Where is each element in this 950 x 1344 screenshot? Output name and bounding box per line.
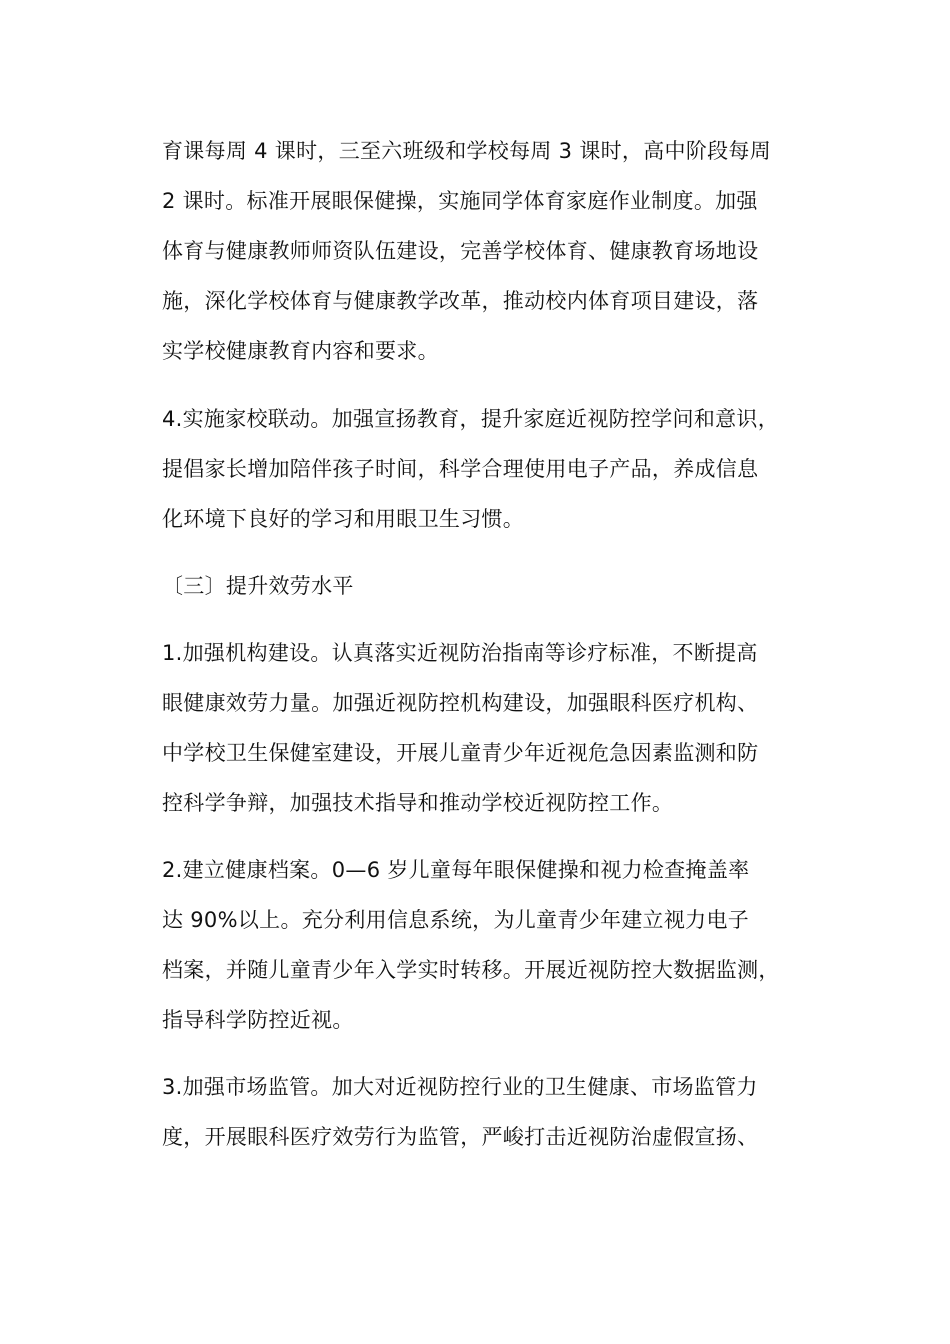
paragraph-1-line-1: 育课每周 4 课时，三至六班级和学校每周 3 课时，高中阶段每周: [162, 139, 772, 163]
paragraph-2-line-1: 4.实施家校联动。加强宣扬教育，提升家庭近视防控学问和意识，: [162, 407, 780, 431]
paragraph-5-line-2: 达 90%以上。充分利用信息系统，为儿童青少年建立视力电子: [162, 908, 750, 932]
paragraph-1-line-2: 2 课时。标准开展眼保健操，实施同学体育家庭作业制度。加强: [162, 189, 758, 213]
paragraph-2-line-3: 化环境下良好的学习和用眼卫生习惯。: [162, 507, 525, 531]
paragraph-6-line-2: 度，开展眼科医疗效劳行为监管，严峻打击近视防治虚假宣扬、: [162, 1125, 759, 1149]
paragraph-5-line-4: 指导科学防控近视。: [162, 1008, 354, 1032]
paragraph-1-line-3: 体育与健康教师师资队伍建设，完善学校体育、健康教育场地设: [162, 239, 759, 263]
paragraph-5-line-1: 2.建立健康档案。0—6 岁儿童每年眼保健操和视力检查掩盖率: [162, 858, 750, 882]
section-heading: 〔三〕提升效劳水平: [162, 574, 354, 598]
paragraph-1-line-4: 施，深化学校体育与健康教学改革，推动校内体育项目建设，落: [162, 289, 759, 313]
paragraph-2-line-2: 提倡家长增加陪伴孩子时间，科学合理使用电子产品，养成信息: [162, 457, 759, 481]
paragraph-5-line-3: 档案，并随儿童青少年入学实时转移。开展近视防控大数据监测，: [162, 958, 780, 982]
paragraph-4-line-2: 眼健康效劳力量。加强近视防控机构建设，加强眼科医疗机构、: [162, 691, 759, 715]
paragraph-4-line-3: 中学校卫生保健室建设，开展儿童青少年近视危急因素监测和防: [162, 741, 759, 765]
paragraph-6-line-1: 3.加强市场监管。加大对近视防控行业的卫生健康、市场监管力: [162, 1075, 758, 1099]
paragraph-4-line-4: 控科学争辩，加强技术指导和推动学校近视防控工作。: [162, 791, 674, 815]
paragraph-1-line-5: 实学校健康教育内容和要求。: [162, 339, 439, 363]
paragraph-4-line-1: 1.加强机构建设。认真落实近视防治指南等诊疗标准，不断提高: [162, 641, 758, 665]
